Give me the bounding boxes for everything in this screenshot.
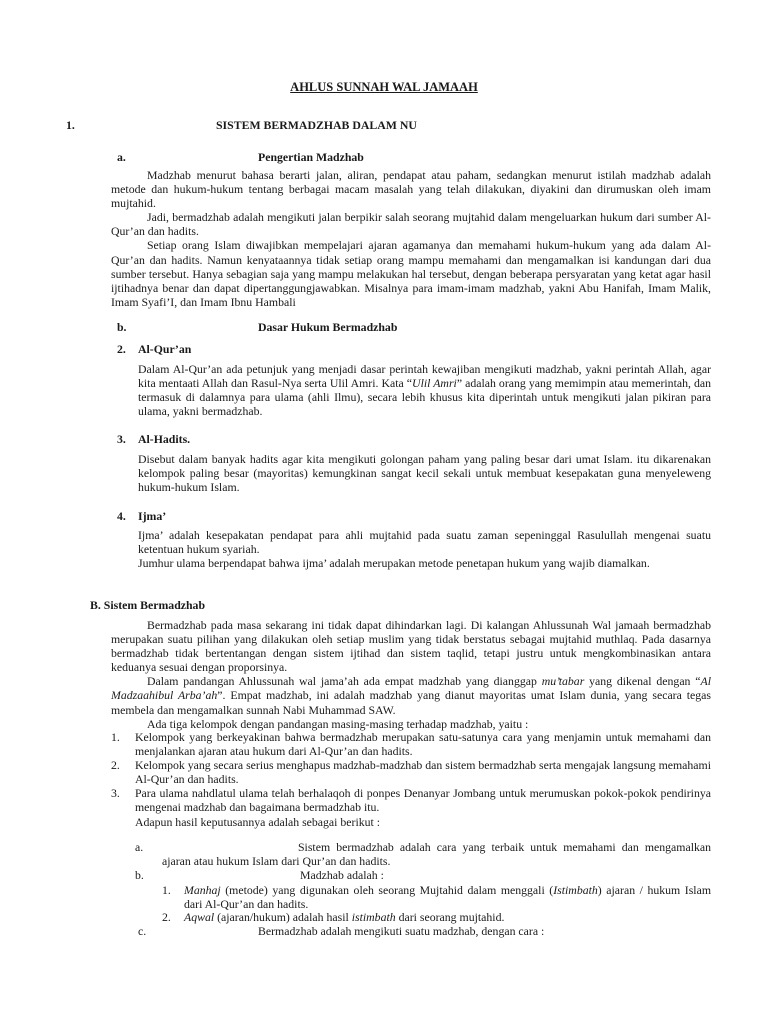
italic-term: Manhaj <box>184 883 221 897</box>
item-number: 4. <box>117 509 126 523</box>
italic-term: Ulil Amri <box>412 376 457 391</box>
item-heading: Al-Qur’an <box>138 342 192 356</box>
paragraph-text <box>111 674 711 716</box>
paragraph <box>111 168 711 309</box>
result-text: Madzhab adalah : <box>300 868 384 882</box>
paragraph-text: Jadi, bermadzhab adalah mengikuti jalan berpikir salah seorang mujtahid dalam mengeluarkan hukum dari sumber Al-Qur’an dan hadits. <box>111 210 711 239</box>
paragraph-text: Adapun hasil keputusannya adalah sebagai berikut : <box>135 814 381 829</box>
paragraph-text: Dalam Al-Qur’an ada petunjuk yang menjadi dasar perintah kewajiban mengikuti madzhab, yakni perintah Allah, agar kita mentaati Allah dan Rasul-Nya serta Ulil Amri. Kata “ <box>138 362 711 391</box>
list-text: Para ulama nahdlatul ulama telah berhalaqoh di ponpes Denanyar Jombang untuk merumuskan pokok-pokok pendirinya mengenai madzhab dan bagaimana bermadzhab itu. <box>135 786 711 815</box>
paragraph-text: (metode) yang digunakan oleh seorang Mujtahid dalam menggali ( <box>220 883 554 897</box>
section-number: 1. <box>66 118 75 132</box>
paragraph-text: ) ajaran / hukum Islam dari Al-Qur’an dan hadits. <box>184 883 711 912</box>
paragraph-text: Dalam pandangan Ahlussunah wal jama’ah ada empat madzhab yang dianggap <box>147 674 542 689</box>
item-number: 2. <box>117 342 126 356</box>
italic-term: mu’tabar <box>541 674 585 689</box>
paragraph-text: Ada tiga kelompok dengan pandangan masing-masing terhadap madzhab, yaitu : <box>147 716 529 731</box>
paragraph: Disebut dalam banyak hadits agar kita mengikuti golongan paham yang paling besar dari umat Islam. itu dikarenakan kelompok paling besar (mayoritas) kemungkinan sangat kecil sekali untuk membuat kesepakatan guna menyeleweng hukum-hukum Islam. <box>138 452 711 495</box>
list-number: 3. <box>111 786 120 801</box>
paragraph <box>111 618 711 731</box>
subsection-heading: Pengertian Madzhab <box>258 150 364 164</box>
list-item <box>111 786 711 815</box>
result-letter: b. <box>135 868 144 882</box>
list-text: Kelompok yang berkeyakinan bahwa bermadzhab merupakan satu-satunya cara yang menjamin untuk memahami dan menjalankan ajaran atau hukum dari Al-Qur’an dan hadits. <box>135 730 711 759</box>
result-letter: a. <box>135 840 144 854</box>
result-text: Bermadzhab adalah mengikuti suatu madzhab, dengan cara : <box>258 924 545 938</box>
paragraph-text: Setiap orang Islam diwajibkan mempelajari ajaran agamanya dan memahami hukum-hukum yang ada dalam Al-Qur’an dan hadits. Namun kenyataannya tidak setiap orang mampu memahami dan mengamalkan isi kandungan dari dua sumber tersebut. Hanya sebagian saja yang mampu melakukan hal tersebut, dengan beberapa persyaratan yang ketat agar hasil ijtihadnya benar dan dapat dipertanggungjawabkan. Misalnya para imam-imam madzhab, yakni Abu Hanifah, Imam Malik, Imam Syafi’I, dan Imam Ibnu Hambali <box>111 238 711 309</box>
sub-number: 1. <box>162 883 171 897</box>
italic-term: Istimbath <box>553 883 598 897</box>
section-heading: B. Sistem Bermadzhab <box>90 598 206 612</box>
result-text: Sistem bermadzhab adalah cara yang terbaik untuk memahami dan mengamalkan ajaran atau hukum Islam dari Qur’an dan hadits. <box>162 840 711 869</box>
item-number: 3. <box>117 432 126 446</box>
paragraph-text: Jumhur ulama berpendapat bahwa ijma’ adalah merupakan metode penetapan hukum yang wajib diamalkan. <box>138 556 650 571</box>
paragraph-text: (ajaran/hukum) adalah hasil <box>214 910 352 924</box>
sub-number: 2. <box>162 910 171 924</box>
italic-term: istimbath <box>351 910 396 924</box>
sub-text <box>184 883 711 911</box>
group-list <box>111 730 711 829</box>
document-title: AHLUS SUNNAH WAL JAMAAH <box>290 80 478 94</box>
paragraph-text: ”. Empat madzhab, ini adalah madzhab yang dianut mayoritas umat Islam dunia, yang secara tegas membela dan mengamalkan sunnah Nabi Muhammad SAW. <box>111 688 711 717</box>
list-item <box>111 730 711 759</box>
paragraph-text: Bermadzhab pada masa sekarang ini tidak dapat dihindarkan lagi. Di kalangan Ahlussunah Wal jamaah bermadzhab merupakan suatu pilihan yang dilakukan oleh setiap muslim yang tidak berstatus sebagai mujtahid muthlaq. Pada dasarnya bermadzhab tidak bertentangan dengan sistem ijtihad dan sistem taqlid, tetapi justru untuk mengkombinasikan antara keduanya sesuai dengan proporsinya. <box>111 618 711 675</box>
subsection-letter: a. <box>117 150 126 164</box>
paragraph-text: yang dikenal dengan “ <box>584 674 701 689</box>
section-heading: SISTEM BERMADZHAB DALAM NU <box>216 118 417 132</box>
italic-term: Aqwal <box>184 910 215 924</box>
paragraph-text: Ijma’ adalah kesepakatan pendapat para ahli mujtahid pada suatu zaman sepeninggal Rasulullah mengenai suatu ketentuan hukum syariah. <box>138 528 711 557</box>
subsection-heading: Dasar Hukum Bermadzhab <box>258 320 398 334</box>
list-text: Kelompok yang secara serius menghapus madzhab-madzhab dan sistem bermadzhab serta mengajak langsung memahami Al-Qur’an dan hadits. <box>135 758 711 787</box>
sub-text <box>184 910 711 924</box>
paragraph-text: dari seorang mujtahid. <box>395 910 505 924</box>
paragraph-text: Madzhab menurut bahasa berarti jalan, aliran, pendapat atau paham, sedangkan menurut istilah madzhab adalah metode dan hukum-hukum tentang berbagai macam masalah yang telah dilakukan, diyakini dan dirumuskan oleh imam mujtahid. <box>111 168 711 211</box>
subsection-letter: b. <box>117 320 127 334</box>
list-number: 1. <box>111 730 120 744</box>
item-heading: Al-Hadits. <box>138 432 191 446</box>
list-number: 2. <box>111 758 120 773</box>
result-letter: c. <box>138 924 147 938</box>
paragraph <box>138 528 711 570</box>
italic-term: Al Madzaahibul Arba’ah <box>111 674 711 703</box>
list-item <box>111 758 711 787</box>
paragraph-text: ” adalah orang yang memimpin atau memerintah, dan termasuk di dalamnya para ulama (ahli Ilmu), secara lebih khusus kita diperintah untuk mengikuti jalan pikiran para ulama, yakni bermadzhab. <box>138 376 712 419</box>
paragraph <box>138 362 711 418</box>
item-heading: Ijma’ <box>138 509 167 523</box>
